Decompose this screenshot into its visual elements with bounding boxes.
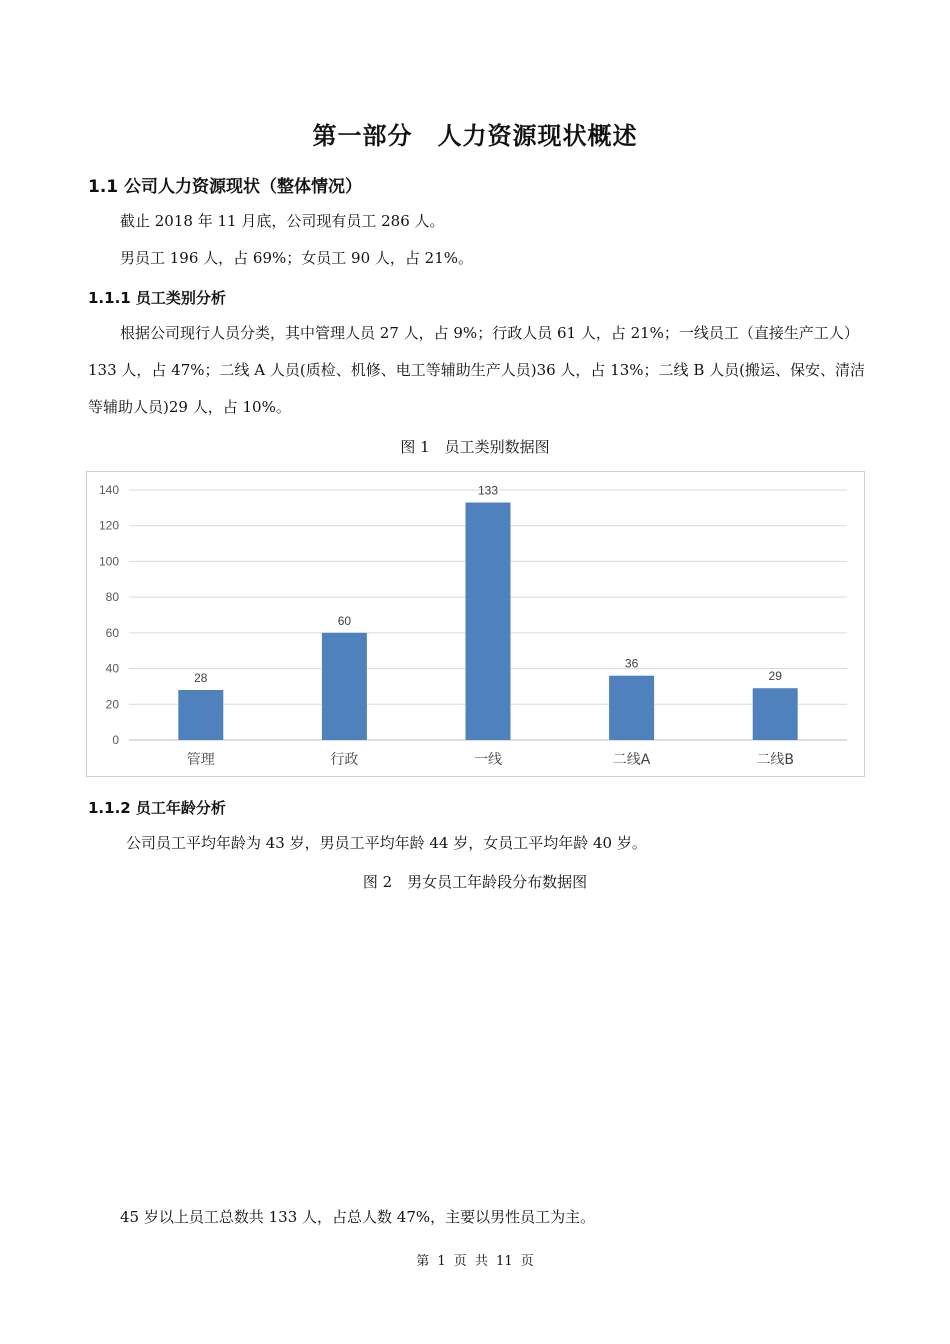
y-tick-label: 40 [105,661,119,676]
page-footer: 第 1 页 共 11 页 [416,1254,534,1269]
data-label: 28 [194,671,208,685]
page-title: 第一部分 人力资源现状概述 [312,122,638,150]
bar-2 [466,503,511,741]
y-tick-label: 140 [98,483,119,497]
bar-0 [178,690,223,740]
paragraph-total-staff: 截止 2018 年 11 月底，公司现有员工 286 人。 [120,212,445,230]
section-heading-1-1: 1.1 公司人力资源现状（整体情况） [88,177,363,197]
bar-chart-svg [87,472,866,778]
x-tick-label: 二线B [756,752,795,768]
y-tick-label: 0 [112,733,119,747]
figure-1-caption: 图 1 员工类别数据图 [400,438,550,456]
data-label: 29 [768,669,782,684]
bar-4 [753,688,798,740]
data-label: 60 [337,613,352,628]
section-heading-1-1-2: 1.1.2 员工年龄分析 [88,799,226,817]
bar-3 [609,676,654,740]
paragraph-gender: 男员工 196 人，占 69%；女员工 90 人，占 21%。 [120,249,474,267]
paragraph-age: 公司员工平均年龄为 43 岁，男员工平均年龄 44 岁，女员工平均年龄 40 岁。 [126,834,647,852]
y-tick-label: 60 [105,625,119,640]
paragraph-category: 根据公司现行人员分类，其中管理人员 27 人，占 9%；行政人员 61 人，占 21%；一线员工（直接生产工人）133 人，占 47%；二线 A 人员(质检、机修、电工等辅助生产人员)36 人，占 13%；二线 B 人员(搬运、保安、清洁等辅助人员)29 人，占 10%。 [88,324,865,416]
section-heading-1-1-1: 1.1.1 员工类别分析 [88,289,226,307]
paragraph-over-45: 45 岁以上员工总数共 133 人，占总人数 47%，主要以男性员工为主。 [120,1208,596,1226]
data-label: 36 [624,656,639,671]
y-tick-label: 80 [105,590,119,605]
x-tick-label: 二线A [612,752,651,768]
y-tick-label: 20 [105,697,119,712]
y-tick-label: 120 [98,518,119,533]
figure-2-caption: 图 2 男女员工年龄段分布数据图 [362,873,588,891]
y-tick-label: 100 [98,554,119,569]
data-label: 133 [477,483,499,498]
employee-category-chart [86,471,865,777]
x-tick-label: 管理 [186,752,215,768]
bar-1 [322,633,367,740]
x-tick-label: 行政 [330,752,359,768]
x-tick-label: 一线 [474,752,502,768]
